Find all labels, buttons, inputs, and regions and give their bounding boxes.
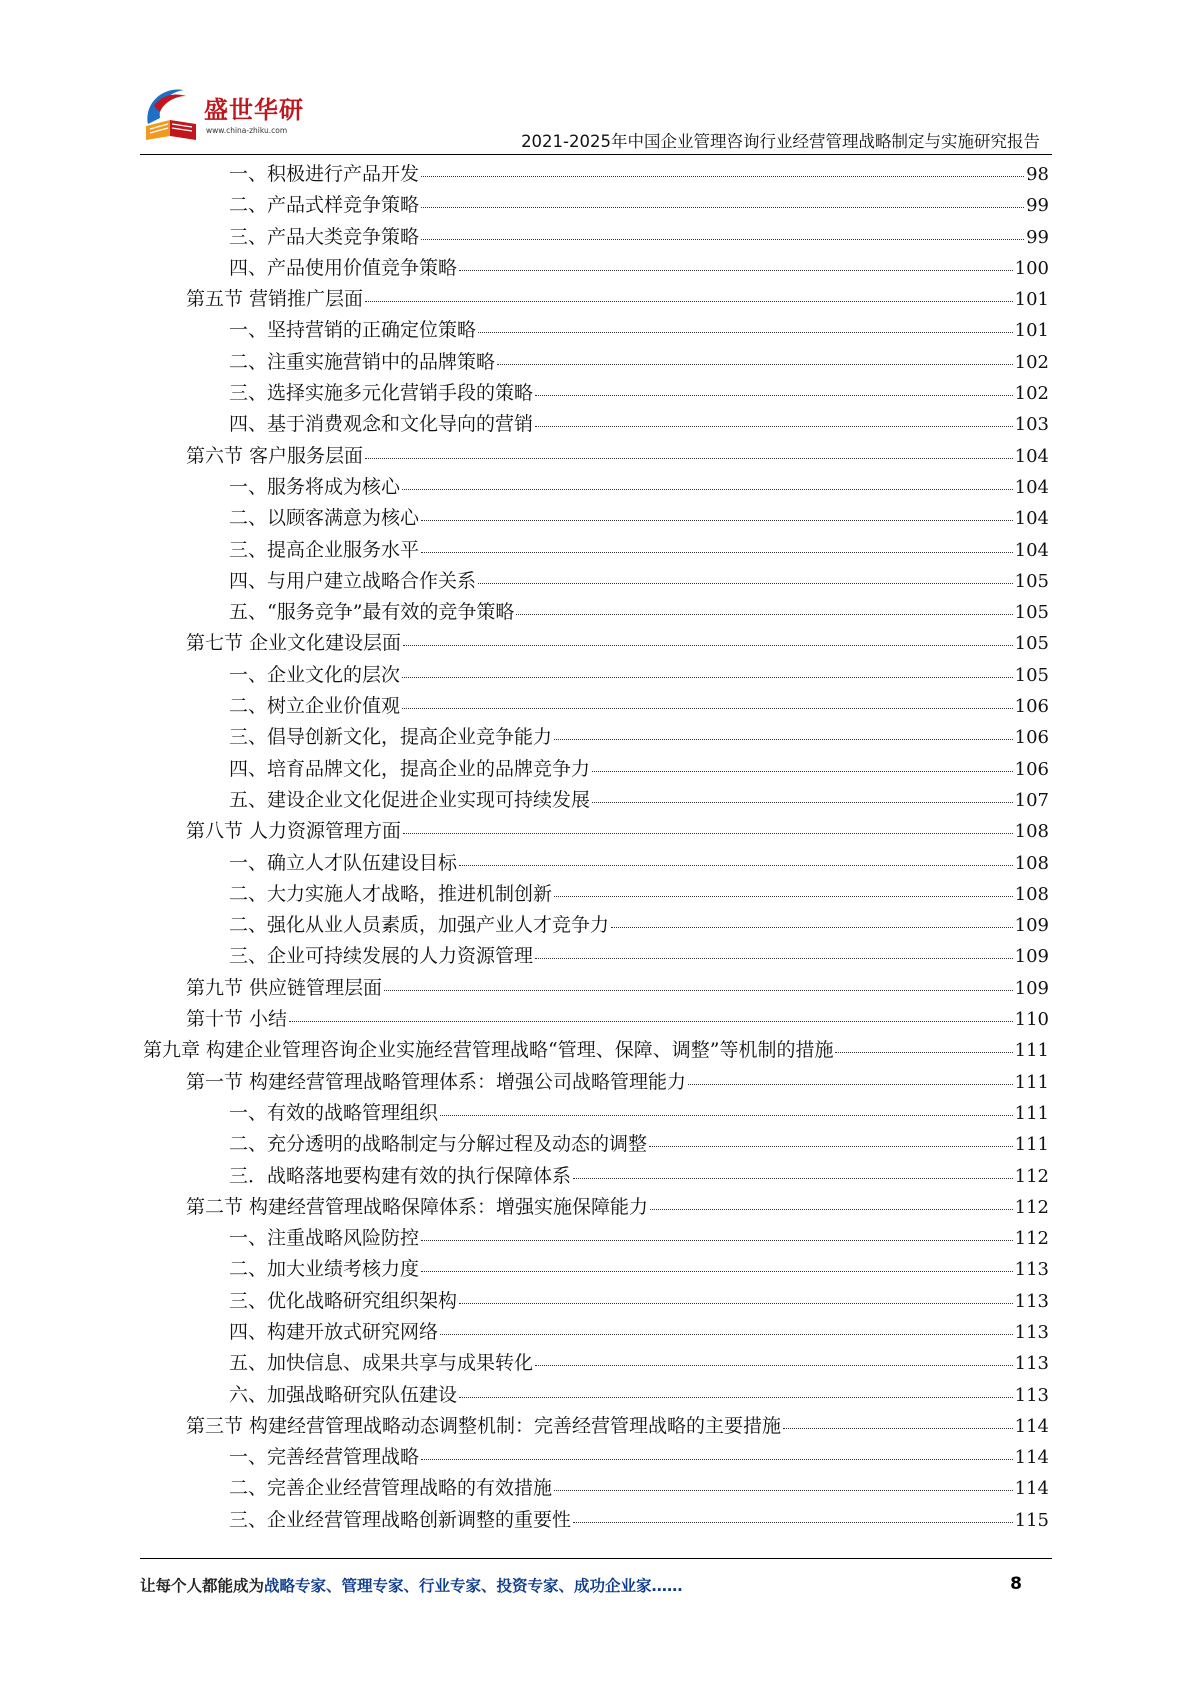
- toc-entry-label: 第九章 构建企业管理咨询企业实施经营管理战略“管理、保障、调整”等机制的措施: [143, 1039, 834, 1062]
- toc-entry[interactable]: [143, 1505, 1049, 1536]
- toc-entry[interactable]: [143, 409, 1049, 440]
- toc-entry-label: 第七节 企业文化建设层面: [186, 632, 402, 655]
- toc-leader-dots: [611, 927, 1013, 928]
- toc-leader-dots: [403, 833, 1013, 834]
- toc-leader-dots: [478, 332, 1013, 333]
- toc-leader-dots: [421, 1271, 1013, 1272]
- report-title: 2021-2025年中国企业管理咨询行业经营管理战略制定与实施研究报告: [521, 132, 1040, 151]
- toc-entry[interactable]: [143, 879, 1049, 910]
- toc-entry-page: 111: [1014, 1102, 1049, 1124]
- toc-leader-dots: [384, 990, 1013, 991]
- toc-entry-page: 113: [1014, 1321, 1049, 1343]
- toc-leader-dots: [403, 645, 1013, 646]
- company-logo: [140, 80, 320, 152]
- toc-entry-page: 99: [1026, 195, 1049, 217]
- toc-entry-label: 三、倡导创新文化，提高企业竞争能力: [229, 726, 553, 749]
- toc-leader-dots: [783, 1428, 1013, 1429]
- toc-entry[interactable]: [143, 1411, 1049, 1442]
- toc-entry-label: 第十节 小结: [186, 1008, 288, 1031]
- toc-leader-dots: [440, 1334, 1013, 1335]
- toc-entry-page: 111: [1014, 1134, 1049, 1156]
- toc-entry[interactable]: [143, 159, 1049, 190]
- toc-entry[interactable]: [143, 1442, 1049, 1473]
- toc-entry-page: 104: [1014, 539, 1049, 561]
- toc-entry[interactable]: [143, 722, 1049, 753]
- toc-leader-dots: [478, 583, 1013, 584]
- toc-entry[interactable]: [143, 1129, 1049, 1160]
- toc-entry-page: 114: [1014, 1478, 1049, 1500]
- toc-leader-dots: [421, 1459, 1013, 1460]
- toc-leader-dots: [421, 239, 1024, 240]
- toc-entry-label: 一、服务将成为核心: [229, 475, 401, 498]
- toc-entry-label: 第九节 供应链管理层面: [186, 976, 383, 999]
- toc-entry[interactable]: [143, 1223, 1049, 1254]
- toc-entry-page: 105: [1014, 570, 1049, 592]
- toc-entry-page: 114: [1014, 1415, 1049, 1437]
- toc-entry[interactable]: [143, 222, 1049, 253]
- toc-entry-label: 五、加快信息、成果共享与成果转化: [229, 1352, 534, 1375]
- toc-leader-dots: [459, 1303, 1013, 1304]
- toc-leader-dots: [535, 958, 1013, 959]
- toc-entry-page: 99: [1026, 226, 1049, 248]
- toc-entry-page: 109: [1014, 946, 1049, 968]
- toc-entry[interactable]: [143, 1473, 1049, 1504]
- toc-entry-page: 105: [1014, 664, 1049, 686]
- logo-url: www.china-zhiku.com: [206, 126, 288, 135]
- toc-entry-label: 四、基于消费观念和文化导向的营销: [229, 413, 534, 436]
- header-divider: [140, 154, 1052, 155]
- toc-entry-label: 三、提高企业服务水平: [229, 538, 420, 561]
- toc-entry-label: 二、以顾客满意为核心: [229, 507, 420, 530]
- toc-entry-page: 114: [1014, 1447, 1049, 1469]
- toc-entry[interactable]: [143, 1004, 1049, 1035]
- logo-name: 盛世华研: [204, 96, 304, 124]
- toc-entry-label: 一、坚持营销的正确定位策略: [229, 319, 477, 342]
- toc-entry[interactable]: [143, 754, 1049, 785]
- toc-entry-page: 109: [1014, 977, 1049, 999]
- footer-slogan-prefix: 让每个人都能成为: [140, 1577, 265, 1595]
- toc-entry-label: 六、加强战略研究队伍建设: [229, 1383, 458, 1406]
- toc-entry-page: 104: [1014, 508, 1049, 530]
- toc-entry[interactable]: [143, 973, 1049, 1004]
- toc-entry-page: 101: [1014, 320, 1049, 342]
- toc-entry[interactable]: [143, 1035, 1049, 1066]
- toc-entry-page: 112: [1014, 1165, 1049, 1187]
- toc-entry-page: 110: [1014, 1009, 1049, 1031]
- toc-entry-label: 五、“服务竞争”最有效的竞争策略: [229, 601, 515, 624]
- toc-entry-label: 三、选择实施多元化营销手段的策略: [229, 382, 534, 405]
- toc-entry-label: 四、与用户建立战略合作关系: [229, 569, 477, 592]
- toc-entry-label: 二、完善企业经营管理战略的有效措施: [229, 1477, 553, 1500]
- toc-leader-dots: [535, 395, 1013, 396]
- toc-entry-label: 一、完善经营管理战略: [229, 1446, 420, 1469]
- toc-entry[interactable]: [143, 1098, 1049, 1129]
- toc-leader-dots: [835, 1052, 1012, 1053]
- toc-entry-page: 104: [1014, 476, 1049, 498]
- toc-entry-label: 四、产品使用价值竞争策略: [229, 256, 458, 279]
- toc-entry[interactable]: [143, 441, 1049, 472]
- toc-entry[interactable]: [143, 347, 1049, 378]
- toc-entry-page: 113: [1014, 1259, 1049, 1281]
- toc-entry-page: 104: [1014, 445, 1049, 467]
- toc-entry-page: 112: [1014, 1228, 1049, 1250]
- toc-entry[interactable]: [143, 503, 1049, 534]
- toc-entry-label: 第八节 人力资源管理方面: [186, 820, 402, 843]
- toc-entry-label: 四、构建开放式研究网络: [229, 1320, 439, 1343]
- toc-entry[interactable]: [143, 1380, 1049, 1411]
- toc-leader-dots: [402, 489, 1013, 490]
- toc-entry-page: 113: [1014, 1290, 1049, 1312]
- toc-entry[interactable]: [143, 472, 1049, 503]
- toc-entry-label: 二、注重实施营销中的品牌策略: [229, 350, 496, 373]
- toc-leader-dots: [516, 614, 1012, 615]
- toc-entry-page: 106: [1014, 696, 1049, 718]
- toc-entry-page: 115: [1014, 1509, 1049, 1531]
- toc-entry[interactable]: [143, 566, 1049, 597]
- toc-entry-label: 第五节 营销推广层面: [186, 288, 364, 311]
- toc-entry-page: 100: [1014, 257, 1049, 279]
- toc-entry[interactable]: [143, 1348, 1049, 1379]
- toc-leader-dots: [688, 1084, 1013, 1085]
- toc-leader-dots: [554, 739, 1013, 740]
- toc-leader-dots: [650, 1209, 1013, 1210]
- toc-entry-label: 二、加大业绩考核力度: [229, 1258, 420, 1281]
- toc-leader-dots: [459, 270, 1013, 271]
- toc-entry-label: 第一节 构建经营管理战略管理体系：增强公司战略管理能力: [186, 1070, 687, 1093]
- toc-entry-label: 一、有效的战略管理组织: [229, 1101, 439, 1124]
- toc-entry-label: 第二节 构建经营管理战略保障体系：增强实施保障能力: [186, 1195, 649, 1218]
- toc-entry[interactable]: [143, 628, 1049, 659]
- toc-entry-label: 三．战略落地要构建有效的执行保障体系: [229, 1164, 572, 1187]
- toc-leader-dots: [402, 677, 1013, 678]
- toc-entry-label: 第三节 构建经营管理战略动态调整机制：完善经营管理战略的主要措施: [186, 1414, 782, 1437]
- toc-entry-label: 一、确立人才队伍建设目标: [229, 851, 458, 874]
- toc-entry[interactable]: [143, 1192, 1049, 1223]
- toc-entry-page: 112: [1014, 1196, 1049, 1218]
- toc-leader-dots: [573, 1178, 1013, 1179]
- toc-entry-label: 第六节 客户服务层面: [186, 444, 364, 467]
- toc-entry-label: 三、产品大类竞争策略: [229, 225, 420, 248]
- toc-leader-dots: [365, 301, 1013, 302]
- toc-entry-page: 102: [1014, 351, 1049, 373]
- toc-leader-dots: [421, 552, 1013, 553]
- toc-entry[interactable]: [143, 284, 1049, 315]
- toc-leader-dots: [402, 708, 1013, 709]
- toc-entry-label: 二、产品式样竞争策略: [229, 194, 420, 217]
- toc-entry-page: 113: [1014, 1384, 1049, 1406]
- toc-entry-label: 一、注重战略风险防控: [229, 1227, 420, 1250]
- toc-entry[interactable]: [143, 848, 1049, 879]
- toc-leader-dots: [554, 896, 1013, 897]
- toc-leader-dots: [573, 1522, 1013, 1523]
- toc-entry-label: 三、企业经营管理战略创新调整的重要性: [229, 1508, 572, 1531]
- toc-entry[interactable]: [143, 941, 1049, 972]
- toc-entry[interactable]: [143, 315, 1049, 346]
- toc-entry[interactable]: [143, 816, 1049, 847]
- toc-leader-dots: [497, 364, 1013, 365]
- page-number: 8: [1010, 1574, 1022, 1594]
- toc-entry[interactable]: [143, 691, 1049, 722]
- toc-leader-dots: [365, 458, 1013, 459]
- toc-entry-page: 108: [1014, 852, 1049, 874]
- toc-leader-dots: [459, 865, 1013, 866]
- footer-slogan: [140, 1574, 683, 1596]
- toc-entry[interactable]: [143, 535, 1049, 566]
- toc-leader-dots: [421, 207, 1024, 208]
- toc-entry-label: 二、树立企业价值观: [229, 695, 401, 718]
- page-header: [140, 80, 1040, 152]
- toc-entry-page: 106: [1014, 758, 1049, 780]
- toc-leader-dots: [440, 1115, 1013, 1116]
- logo-book-icon: [140, 84, 202, 144]
- toc-leader-dots: [649, 1146, 1013, 1147]
- toc-entry[interactable]: [143, 785, 1049, 816]
- toc-leader-dots: [554, 1490, 1013, 1491]
- toc-entry-page: 105: [1014, 633, 1049, 655]
- toc-entry-page: 98: [1026, 164, 1049, 185]
- footer-slogan-emphasis: 战略专家、管理专家、行业专家、投资专家、成功企业家……: [264, 1577, 683, 1595]
- toc-entry-page: 111: [1014, 1040, 1049, 1062]
- toc-entry[interactable]: [143, 1317, 1049, 1348]
- toc-leader-dots: [592, 771, 1013, 772]
- toc-leader-dots: [592, 802, 1013, 803]
- toc-entry-page: 107: [1014, 789, 1049, 811]
- toc-entry-page: 108: [1014, 821, 1049, 843]
- footer-divider: [140, 1558, 1052, 1559]
- toc-entry-page: 102: [1014, 383, 1049, 405]
- toc-leader-dots: [289, 1021, 1013, 1022]
- toc-entry-label: 四、培育品牌文化，提高企业的品牌竞争力: [229, 757, 591, 780]
- toc-entry-page: 108: [1014, 883, 1049, 905]
- toc-entry-page: 105: [1014, 602, 1049, 624]
- toc-entry[interactable]: [143, 190, 1049, 221]
- toc-entry[interactable]: [143, 1286, 1049, 1317]
- toc-leader-dots: [535, 426, 1013, 427]
- toc-entry-label: 二、大力实施人才战略，推进机制创新: [229, 882, 553, 905]
- toc-leader-dots: [535, 1365, 1013, 1366]
- toc-entry-label: 二、强化从业人员素质，加强产业人才竞争力: [229, 914, 610, 937]
- toc-leader-dots: [421, 520, 1013, 521]
- toc-entry-label: 三、企业可持续发展的人力资源管理: [229, 945, 534, 968]
- toc-entry-page: 113: [1014, 1353, 1049, 1375]
- toc-entry-label: 二、充分透明的战略制定与分解过程及动态的调整: [229, 1133, 648, 1156]
- toc-entry-page: 111: [1014, 1071, 1049, 1093]
- toc-entry[interactable]: [143, 378, 1049, 409]
- toc-entry[interactable]: [143, 253, 1049, 284]
- toc-entry[interactable]: [143, 597, 1049, 628]
- toc-leader-dots: [421, 1240, 1013, 1241]
- toc-entry[interactable]: [143, 1067, 1049, 1098]
- toc-leader-dots: [421, 176, 1024, 177]
- toc-entry-label: 一、积极进行产品开发: [229, 163, 420, 185]
- toc-entry-label: 三、优化战略研究组织架构: [229, 1289, 458, 1312]
- toc-entry-label: 一、企业文化的层次: [229, 663, 401, 686]
- toc-entry[interactable]: [143, 910, 1049, 941]
- toc-entry-page: 109: [1014, 915, 1049, 937]
- toc-entry-page: 101: [1014, 289, 1049, 311]
- toc-entry-page: 106: [1014, 727, 1049, 749]
- page-footer: [140, 1574, 1052, 1600]
- table-of-contents: [143, 159, 1049, 1536]
- toc-entry-label: 五、建设企业文化促进企业实现可持续发展: [229, 788, 591, 811]
- toc-leader-dots: [459, 1397, 1013, 1398]
- toc-entry[interactable]: [143, 1161, 1049, 1192]
- toc-entry-page: 103: [1014, 414, 1049, 436]
- toc-entry[interactable]: [143, 1254, 1049, 1285]
- toc-entry[interactable]: [143, 660, 1049, 691]
